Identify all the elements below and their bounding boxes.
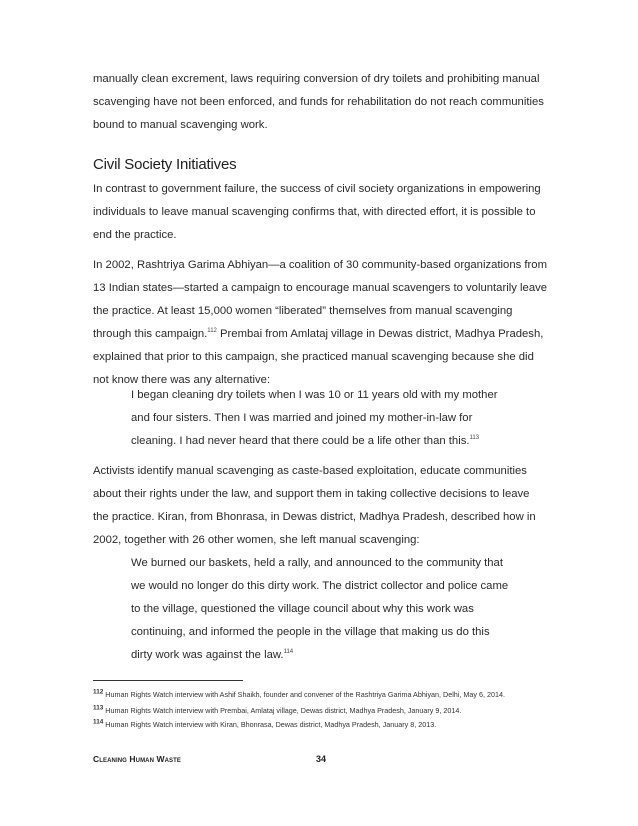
text-line — [131, 430, 551, 453]
text-line: end the practice. — [93, 229, 177, 241]
text-line: In contrast to government failure, the success of civil society organizations in empowering — [93, 183, 541, 195]
paragraph-civil-society — [93, 178, 553, 247]
text-line: 13 Indian states—started a campaign to encourage manual scavengers to voluntarily leave — [93, 282, 548, 294]
footnote-number: 112 — [93, 688, 104, 696]
text-line: not know there was any alternative: — [93, 374, 271, 386]
text-segment: dirty work was against the law. — [131, 649, 284, 661]
footnote — [93, 706, 461, 715]
text-segment: cleaning. I had never heard that there could be a life other than this. — [131, 435, 470, 447]
text-segment: Prembai from Amlataj village in Dewas district, Madhya Pradesh, — [216, 328, 544, 340]
text-line: we would no longer do this dirty work. The district collector and police came — [131, 580, 509, 592]
text-line: bound to manual scavenging work. — [93, 119, 268, 131]
footnote-text: Human Rights Watch interview with Prembai, Amlataj village, Dewas district, Madhya Pradesh, January 9, 2014. — [103, 706, 462, 715]
footnote-reference[interactable]: 113 — [469, 435, 480, 442]
footnote-number: 113 — [93, 704, 104, 712]
text-line — [131, 644, 551, 667]
text-line: the practice. Kiran, from Bhonrasa, in Dewas district, Madhya Pradesh, described how in — [93, 511, 536, 523]
footnote-text: Human Rights Watch interview with Ashif Shaikh, founder and convener of the Rashtriya Garima Abhiyan, Delhi, May 6, 2014. — [103, 690, 505, 699]
text-line: In 2002, Rashtriya Garima Abhiyan—a coalition of 30 community-based organizations from — [93, 259, 547, 271]
text-line: Activists identify manual scavenging as caste-based exploitation, educate communities — [93, 465, 527, 477]
text-line: and four sisters. Then I was married and joined my mother-in-law for — [131, 412, 473, 424]
text-line: individuals to leave manual scavenging confirms that, with directed effort, it is possible to — [93, 206, 536, 218]
text-line: about their rights under the law, and support them in taking collective decisions to leave — [93, 488, 530, 500]
running-footer-title: Cleaning Human Waste — [93, 754, 182, 764]
footnote — [93, 720, 436, 729]
paragraph-activists — [93, 460, 553, 552]
footnote — [93, 690, 505, 699]
paragraph-rashtriya-garima — [93, 254, 553, 392]
text-line: explained that prior to this campaign, she practiced manual scavenging because she did — [93, 351, 534, 363]
text-line: scavenging have not been enforced, and funds for rehabilitation do not reach communities — [93, 96, 544, 108]
text-line: continuing, and informed the people in the village that making us do this — [131, 626, 490, 638]
page-number: 34 — [316, 754, 327, 764]
text-line: 2002, together with 26 other women, she left manual scavenging: — [93, 534, 420, 546]
text-line: I began cleaning dry toilets when I was 10 or 11 years old with my mother — [131, 389, 498, 401]
blockquote-kiran — [131, 552, 551, 667]
text-line: to the village, questioned the village council about why this work was — [131, 603, 474, 615]
footnote-reference[interactable]: 112 — [207, 328, 217, 335]
intro-paragraph — [93, 68, 553, 137]
blockquote-prembai — [131, 384, 551, 453]
footnote-divider — [93, 680, 243, 681]
text-line — [93, 323, 553, 346]
footnote-number: 114 — [93, 718, 104, 726]
section-heading: Civil Society Initiatives — [93, 156, 237, 173]
text-line: the practice. At least 15,000 women “liberated” themselves from manual scavenging — [93, 305, 513, 317]
text-line: We burned our baskets, held a rally, and announced to the community that — [131, 557, 503, 569]
footnote-reference[interactable]: 114 — [283, 649, 294, 656]
text-line: manually clean excrement, laws requiring conversion of dry toilets and prohibiting manual — [93, 73, 540, 85]
footnote-text: Human Rights Watch interview with Kiran, Bhonrasa, Dewas district, Madhya Pradesh, January 8, 2013. — [103, 720, 437, 729]
text-segment: through this campaign. — [93, 328, 208, 340]
